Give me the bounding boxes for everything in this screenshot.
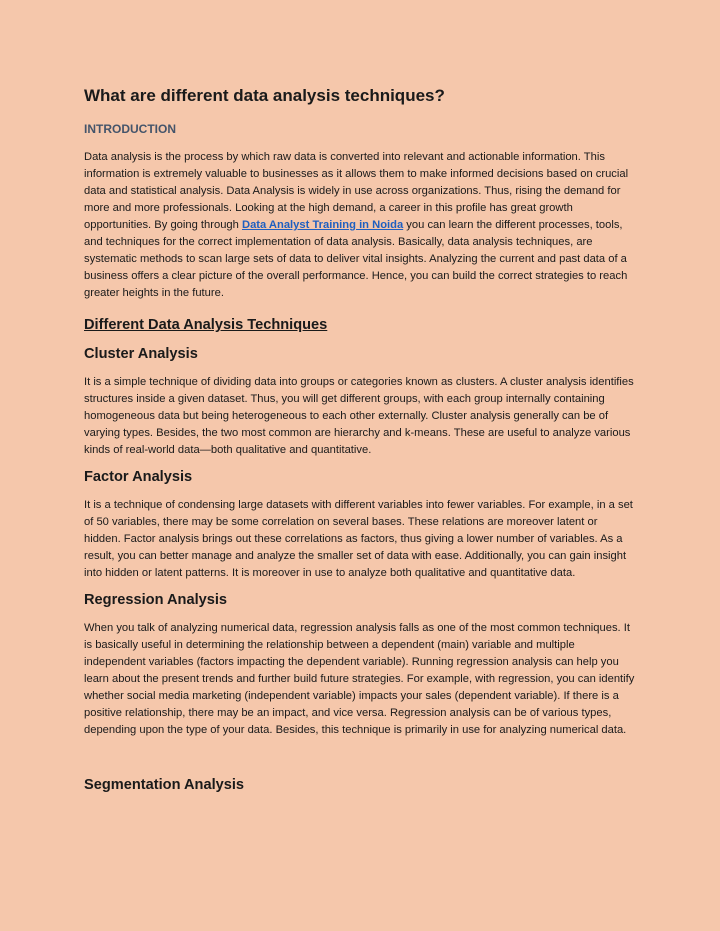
intro-text-end: you can learn the different processes, tools, and techniques for the correct implementation of data analysis. Basically, data analysis techniques, are systematic methods to scan large sets of data to deliver vital insights. Analyzing the current and past data of a business offers a clear picture of the overall performance. Hence, you can build the correct strategies to reach greater heights in the future.	[84, 219, 628, 299]
intro-paragraph	[84, 149, 636, 302]
section-title: Different Data Analysis Techniques	[84, 317, 328, 333]
intro-text-start: Data analysis is the process by which raw data is converted into relevant and actionable information. This information is extremely valuable to businesses as it allows them to make informed decisions based on crucial data and statistical analysis. Data Analysis is widely in use across organizations. Thus, rising the demand for more and more professionals. Looking at the high demand, a career in this profile has great growth opportunities. By going through	[84, 151, 629, 231]
cluster-analysis-paragraph: It is a simple technique of dividing data into groups or categories known as clusters. A cluster analysis identifies structures inside a given dataset. Thus, you will get different groups, with each group internally containing homogeneous data but being heterogeneous to each other externally. Cluster analysis generally can be of varying types. Besides, the two most common are hierarchy and k-means. These are useful to analyze various kinds of real-world data—both qualitative and quantitative.	[84, 376, 634, 456]
intro-heading: INTRODUCTION	[84, 122, 176, 136]
document-title: What are different data analysis techniques?	[84, 86, 445, 105]
document-body	[84, 84, 636, 796]
cluster-analysis-heading: Cluster Analysis	[84, 346, 198, 362]
regression-analysis-paragraph: When you talk of analyzing numerical data, regression analysis falls as one of the most common techniques. It is basically useful in determining the relationship between a dependent (main) variable and multiple independent variables (factors impacting the dependent variable). Running regression analysis can help you learn about the present trends and further build future strategies. For example, with regression, you can identify whether social media marketing (independent variable) impacts your sales (dependent variable). If there is a positive relationship, there may be an impact, and vice versa. Regression analysis can be of various types, depending upon the type of your data. Besides, this technique is primarily in use for analyzing numerical data.	[84, 622, 635, 736]
factor-analysis-paragraph: It is a technique of condensing large datasets with different variables into fewer variables. For example, in a set of 50 variables, there may be some correlation on several bases. These relations are moreover latent or hidden. Factor analysis brings out these correlations as factors, thus giving a lower number of variables. As a result, you can better manage and analyze the smaller set of data with ease. Additionally, you can gain insight into hidden or latent patterns. It is moreover in use to analyze both qualitative and quantitative data.	[84, 499, 633, 579]
segmentation-analysis-heading: Segmentation Analysis	[84, 777, 245, 793]
factor-analysis-heading: Factor Analysis	[84, 469, 193, 485]
training-link[interactable]: Data Analyst Training in Noida	[241, 219, 404, 231]
regression-analysis-heading: Regression Analysis	[84, 592, 228, 608]
